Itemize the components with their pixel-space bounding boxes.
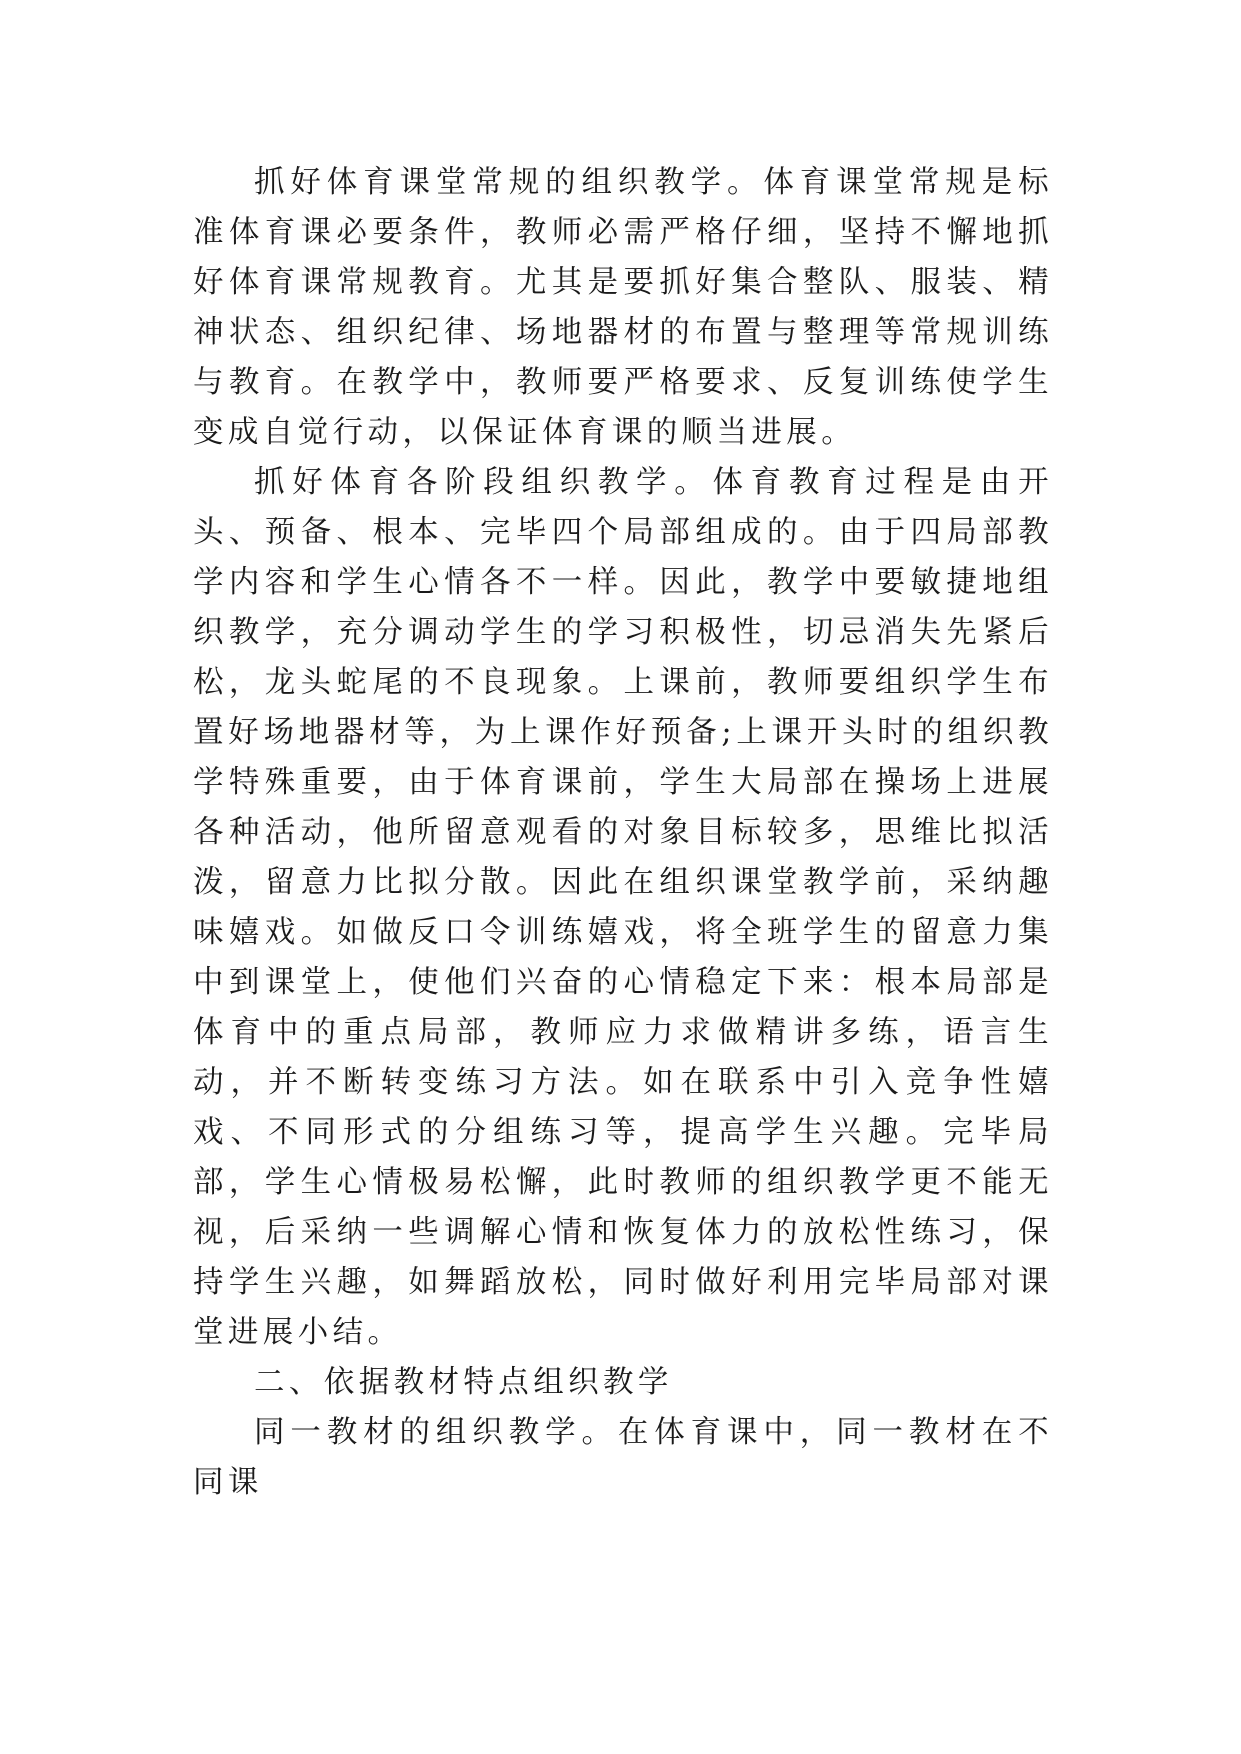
paragraph-classroom-routine: 抓好体育课堂常规的组织教学。体育课堂常规是标准体育课必要条件，教师必需严格仔细，坚持不懈地抓好体育课常规教育。尤其是要抓好集合整队、服装、精神状态、组织纪律、场地器材的布置与整理等常规训练与教育。在教学中，教师要严格要求、反复训练使学生变成自觉行动，以保证体育课的顺当进展。 [193, 165, 1053, 450]
document-body [193, 158, 1053, 1508]
paragraph-same-material: 同一教材的组织教学。在体育课中，同一教材在不同课 [193, 1415, 1053, 1500]
section-heading: 二、依据教材特点组织教学 [254, 1365, 673, 1400]
paragraph-stage-organization: 抓好体育各阶段组织教学。体育教育过程是由开头、预备、根本、完毕四个局部组成的。由于四局部教学内容和学生心情各不一样。因此，教学中要敏捷地组织教学，充分调动学生的学习积极性，切忌消失先紧后松，龙头蛇尾的不良现象。上课前，教师要组织学生布置好场地器材等，为上课作好预备;上课开头时的组织教学特殊重要，由于体育课前，学生大局部在操场上进展各种活动，他所留意观看的对象目标较多，思维比拟活泼，留意力比拟分散。因此在组织课堂教学前，采纳趣味嬉戏。如做反口令训练嬉戏，将全班学生的留意力集中到课堂上，使他们兴奋的心情稳定下来：根本局部是体育中的重点局部，教师应力求做精讲多练，语言生动，并不断转变练习方法。如在联系中引入竞争性嬉戏、不同形式的分组练习等，提高学生兴趣。完毕局部，学生心情极易松懈，此时教师的组织教学更不能无视，后采纳一些调解心情和恢复体力的放松性练习，保持学生兴趣，如舞蹈放松，同时做好利用完毕局部对课堂进展小结。 [193, 465, 1053, 1350]
